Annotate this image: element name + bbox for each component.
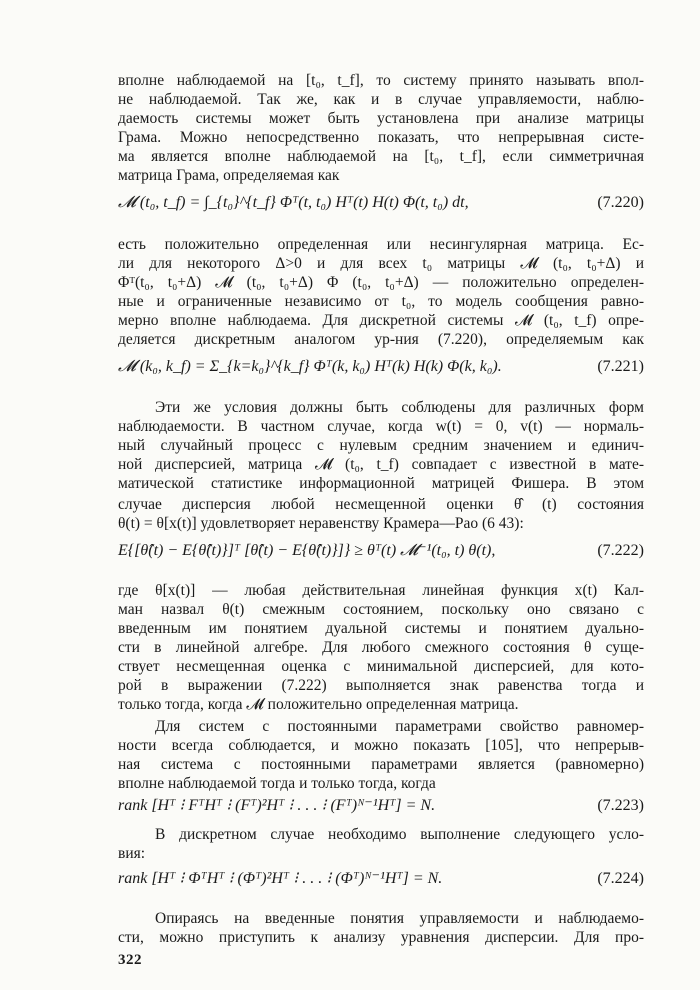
text-line: ман назвал θ(t) смежным состоянием, поскольку оно связано с: [118, 601, 644, 618]
equation-formula: 𝓜 (k₀, k_f) = Σ_{k=k₀}^{k_f} Φᵀ(k, k₀) Hᵀ(k) H(k) Φ(k, k₀).: [118, 358, 502, 375]
text-line: сти в линейной алгебре. Для любого смежного состояния θ суще-: [118, 639, 644, 656]
text-line: Опираясь на введенные понятия управляемости и наблюдаемо-: [155, 910, 644, 927]
text-line: не наблюдаемой. Так же, как и в случае управляемости, наблю-: [118, 91, 644, 108]
text-line: В дискретном случае необходимо выполнение следующего усло-: [155, 826, 644, 843]
text-line: вия:: [118, 845, 146, 862]
text-line: только тогда, когда 𝓜 положительно определенная матрица.: [118, 696, 519, 713]
equation-formula: E{[θ̂(t) − E{θ̂(t)}]ᵀ [θ̂(t) − E{θ̂(t)}]} ≥ θᵀ(t) 𝓜⁻¹(t₀, t) θ(t),: [118, 542, 496, 559]
text-line: рой в выражении (7.222) выполняется знак равенства тогда и: [118, 677, 644, 694]
text-line: мерно вполне наблюдаема. Для дискретной системы 𝓜 (t₀, t_f) опре-: [118, 312, 644, 329]
text-line: есть положительно определенная или несингулярная матрица. Ес-: [118, 236, 644, 253]
text-line: θ(t) = θ[x(t)] удовлетворяет неравенству Крамера—Рао (6 43):: [118, 515, 524, 532]
text-line: ный случайный процесс с нулевым средним значением и единич-: [118, 437, 644, 454]
text-line: даемость системы может быть установлена при анализе матрицы: [118, 110, 644, 127]
text-line: ная система с постоянными параметрами является (равномерно): [118, 756, 644, 773]
text-line: вполне наблюдаемой тогда и только тогда, когда: [118, 775, 436, 792]
text-line: где θ[x(t)] — любая действительная линейная функция x(t) Кал-: [118, 582, 644, 599]
text-line: Эти же условия должны быть соблюдены для различных форм: [155, 399, 644, 416]
equation-formula: 𝓜 (t₀, t_f) = ∫_{t₀}^{t_f} Φᵀ(t, t₀) Hᵀ(t) H(t) Φ(t, t₀) dt,: [118, 194, 469, 211]
text-line: Грама. Можно непосредственно показать, что непрерывная систе-: [118, 129, 644, 146]
text-line: ные и ограниченные независимо от t₀, то модель сообщения равно-: [118, 293, 644, 310]
text-line: Для систем с постоянными параметрами свойство равномер-: [155, 718, 644, 735]
equation-7-223: [118, 793, 644, 819]
equation-7-222: [118, 538, 644, 564]
text-line: ной дисперсией, матрица 𝓜 (t₀, t_f) совпадает с известной в мате-: [118, 456, 644, 473]
equation-number: (7.220): [597, 194, 644, 211]
equation-7-224: [118, 866, 644, 892]
text-line: ма является вполне наблюдаемой на [t₀, t_f], если симметричная: [118, 148, 644, 165]
text-line: ствует несмещенная оценка с минимальной дисперсией, для кото-: [118, 658, 644, 675]
text-line: ли для некоторого Δ>0 и для всех t₀ матрицы 𝓜 (t₀, t₀+Δ) и: [118, 255, 644, 272]
text-line: наблюдаемости. В частном случае, когда w(t) = 0, v(t) — нормаль-: [118, 418, 644, 435]
text-line: ности всегда соблюдается, и можно показать [105], что непрерыв-: [118, 737, 644, 754]
text-line: вполне наблюдаемой на [t₀, t_f], то систему принято называть впол-: [118, 72, 644, 89]
equation-formula: rank [Hᵀ ⁝ ΦᵀHᵀ ⁝ (Φᵀ)²Hᵀ ⁝ . . . ⁝ (Φᵀ)ᴺ⁻¹Hᵀ] = N.: [118, 870, 443, 887]
text-line: сти, можно приступить к анализу уравнения дисперсии. Для про-: [118, 929, 644, 946]
equation-formula: rank [Hᵀ ⁝ FᵀHᵀ ⁝ (Fᵀ)²Hᵀ ⁝ . . . ⁝ (Fᵀ)ᴺ⁻¹Hᵀ] = N.: [118, 797, 436, 814]
equation-number: (7.221): [597, 358, 644, 375]
text-line: Φᵀ(t₀, t₀+Δ) 𝓜 (t₀, t₀+Δ) Φ (t₀, t₀+Δ) — положительно определен-: [118, 274, 644, 291]
equation-7-220: [118, 190, 644, 216]
page-number: 322: [118, 952, 142, 968]
text-line: матической статистике информационной матрицей Фишера. В этом: [118, 475, 644, 492]
text-line: введенным им понятием дуальной системы и понятием дуально-: [118, 620, 644, 637]
text-line: деляется дискретным аналогом ур-ния (7.220), определяемым как: [118, 331, 644, 348]
equation-number: (7.223): [597, 797, 644, 814]
equation-number: (7.224): [597, 870, 644, 887]
text-line: матрица Грама, определяемая как: [118, 167, 340, 184]
equation-7-221: [118, 354, 644, 380]
text-line: случае дисперсия любой несмещенной оценки θ̂ (t) состояния: [118, 496, 644, 513]
equation-number: (7.222): [597, 542, 644, 559]
